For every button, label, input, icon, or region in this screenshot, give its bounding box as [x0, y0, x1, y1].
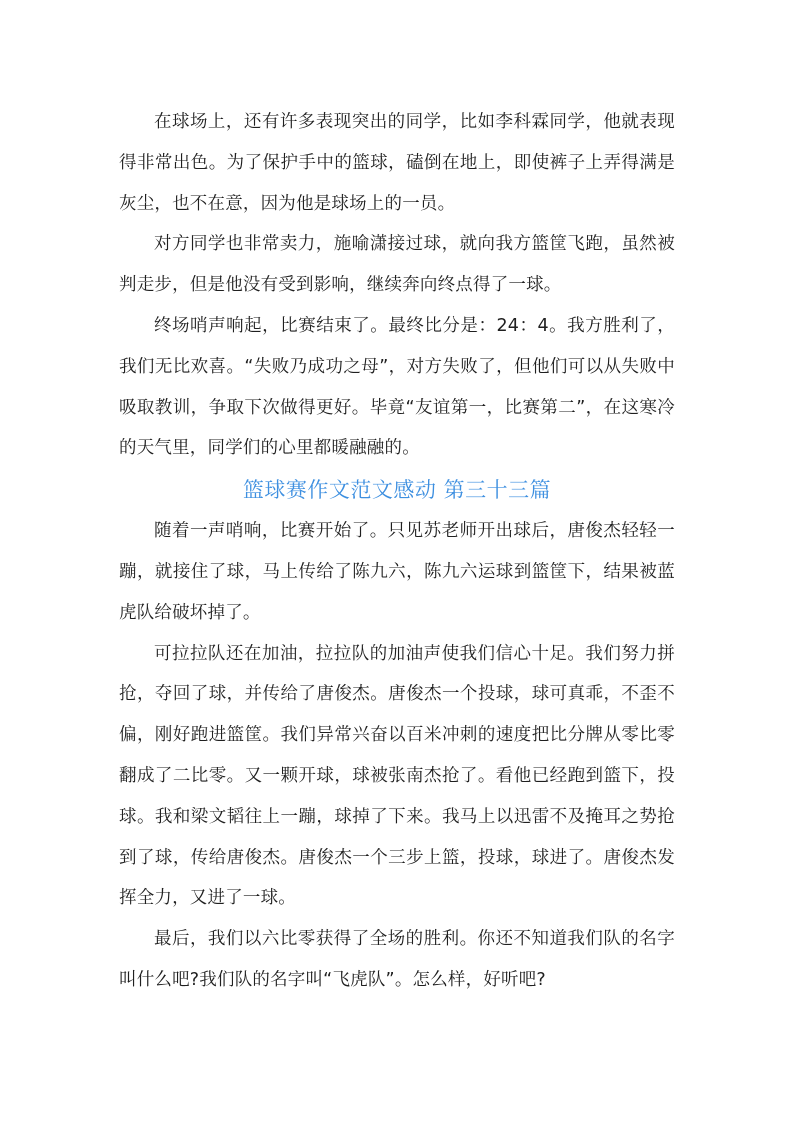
- paragraph: 对方同学也非常卖力，施喻潇接过球，就向我方篮筐飞跑，虽然被判走步，但是他没有受到影响，继续奔向终点得了一球。: [119, 234, 675, 296]
- paragraph: 最后，我们以六比零获得了全场的胜利。你还不知道我们队的名字叫什么吧?我们队的名字叫“飞虎队”。怎么样，好听吧?: [119, 929, 675, 990]
- document-body: [119, 102, 675, 1001]
- paragraph: 可拉拉队还在加油，拉拉队的加油声使我们信心十足。我们努力拼抢，夺回了球，并传给了唐俊杰。唐俊杰一个投球，球可真乖，不歪不偏，刚好跑进篮筐。我们异常兴奋以百米冲刺的速度把比分牌从零比零翻成了二比零。又一颗开球，球被张南杰抢了。看他已经跑到篮下，投球。我和梁文韬往上一蹦，球掉了下来。我马上以迅雷不及掩耳之势抢到了球，传给唐俊杰。唐俊杰一个三步上篮，投球，球进了。唐俊杰发挥全力，又进了一球。: [119, 643, 675, 909]
- paragraph: 终场哨声响起，比赛结束了。最终比分是：24：4。我方胜利了，我们无比欢喜。“失败乃成功之母”，对方失败了，但他们可以从失败中吸取教训，争取下次做得更好。毕竟“友谊第一，比赛第二”，在这寒冷的天气里，同学们的心里都暖融融的。: [119, 315, 675, 459]
- paragraph: 在球场上，还有许多表现突出的同学，比如李科霖同学，他就表现得非常出色。为了保护手中的篮球，磕倒在地上，即使裤子上弄得满是灰尘，也不在意，因为他是球场上的一员。: [119, 112, 675, 214]
- paragraph: 随着一声哨响，比赛开始了。只见苏老师开出球后，唐俊杰轻轻一蹦，就接住了球，马上传给了陈九六，陈九六运球到篮筐下，结果被蓝虎队给破坏掉了。: [119, 521, 675, 623]
- section-title: 篮球赛作文范文感动 第三十三篇: [242, 478, 552, 503]
